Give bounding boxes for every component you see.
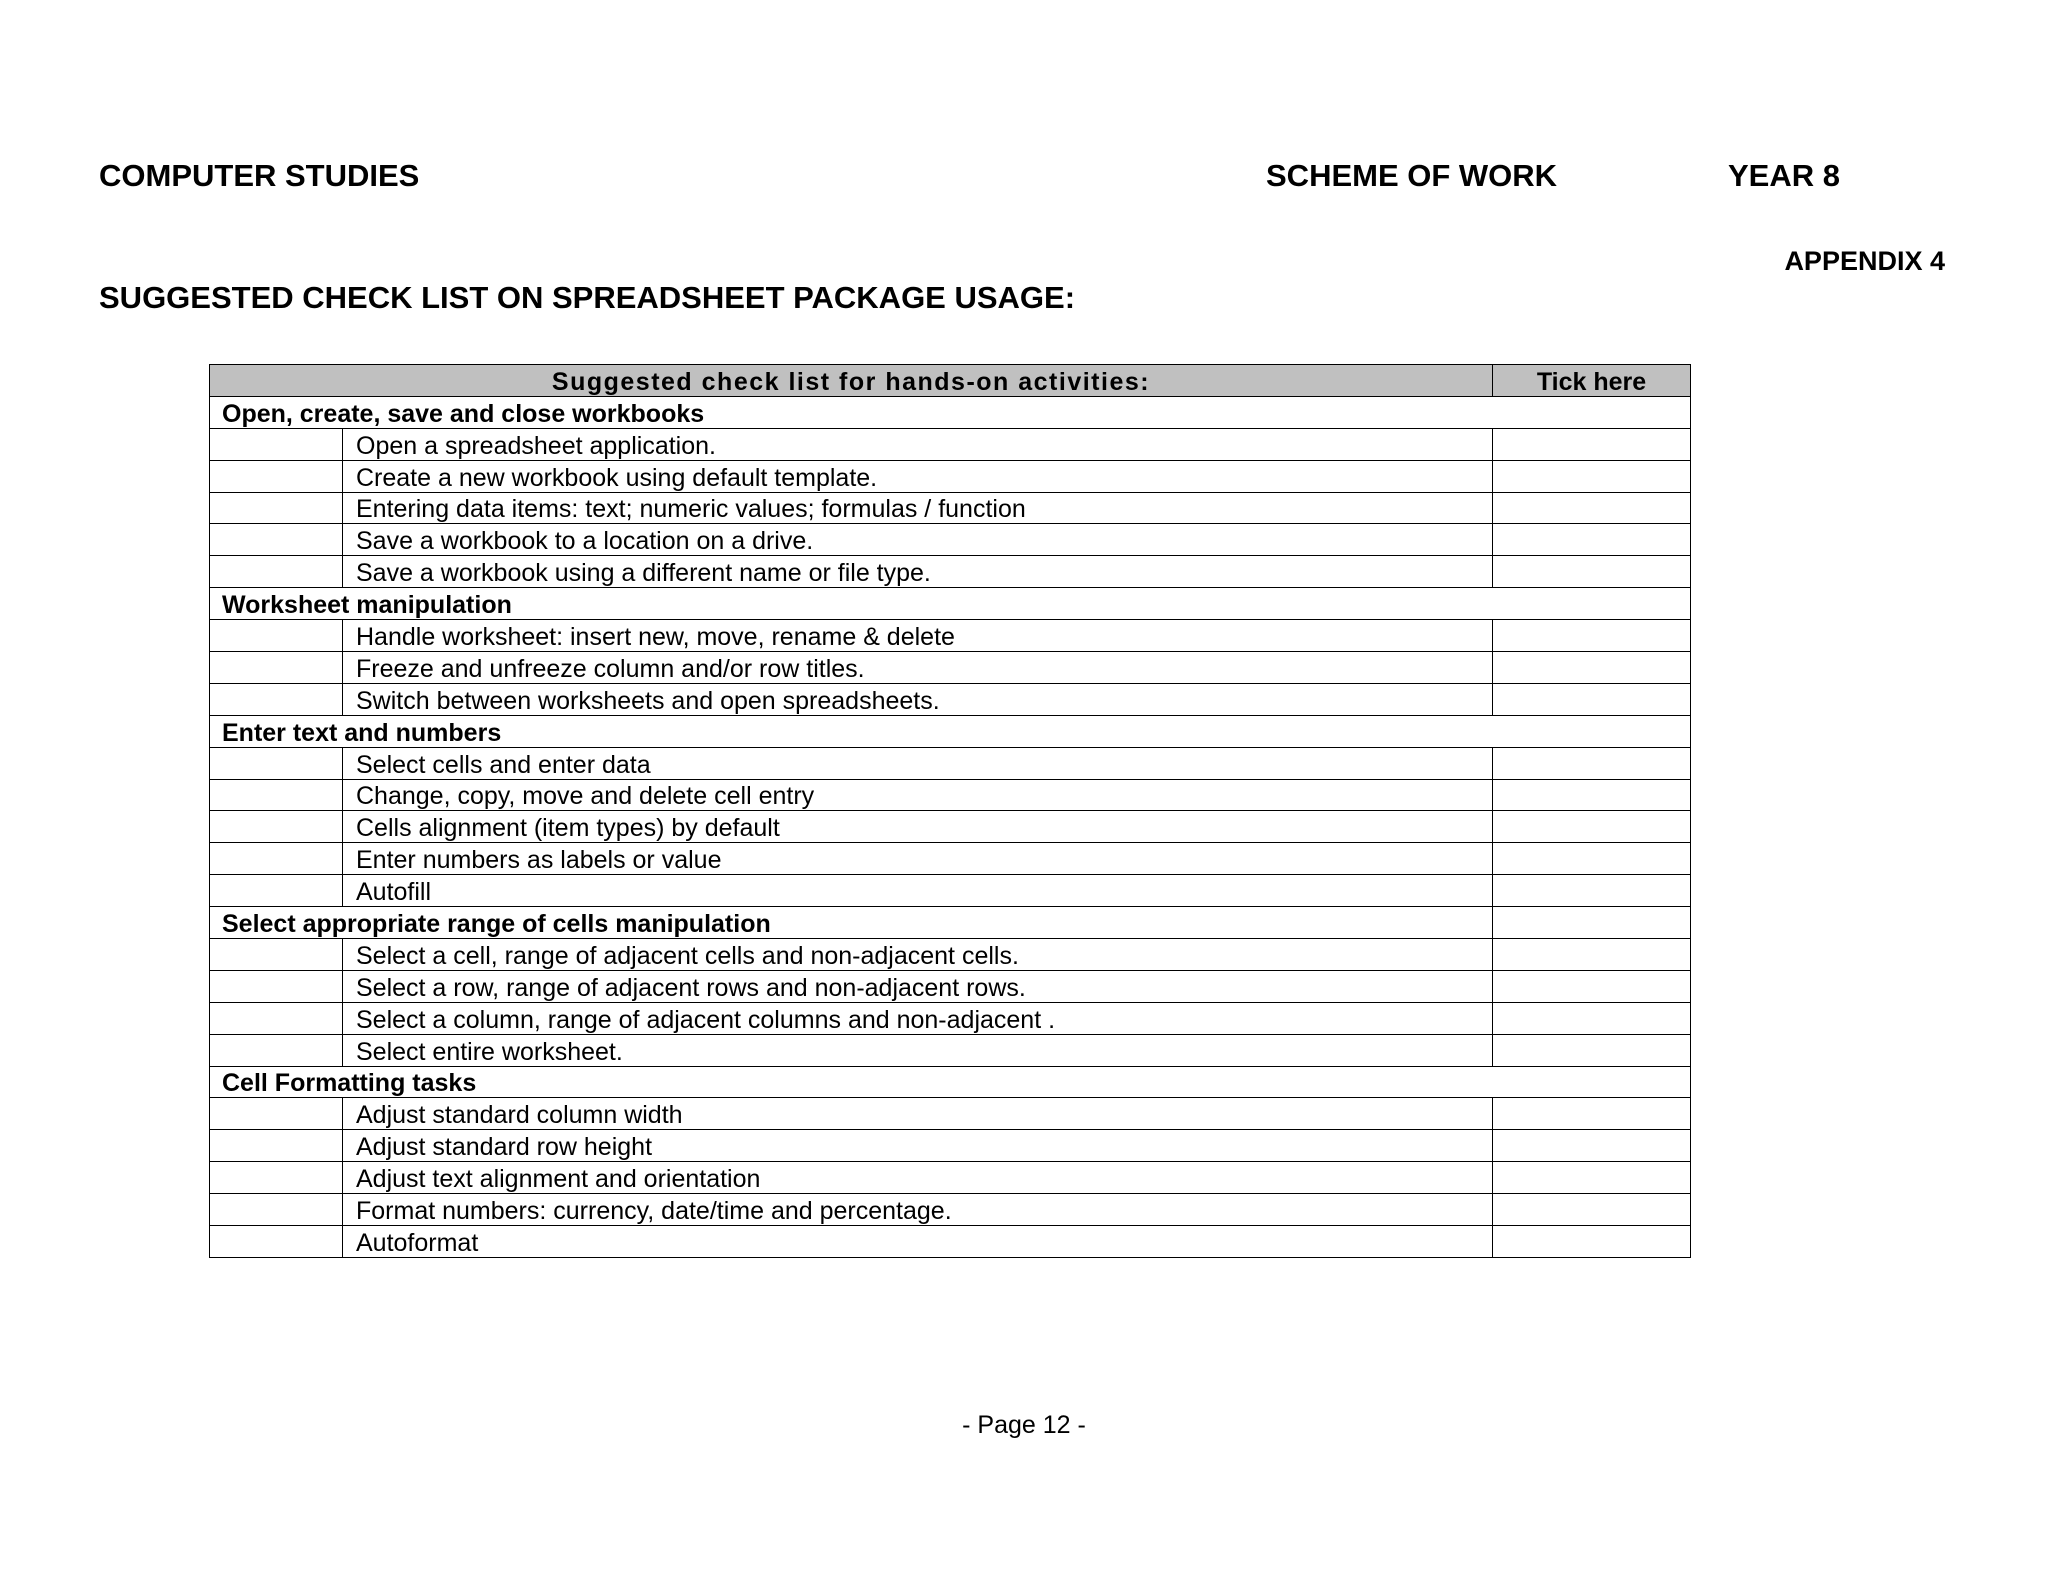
- checklist-item: Adjust text alignment and orientation: [343, 1162, 1493, 1194]
- tick-cell[interactable]: [1493, 492, 1691, 524]
- indent-cell: [210, 652, 343, 684]
- tick-cell[interactable]: [1493, 652, 1691, 684]
- section-row: [210, 715, 1691, 747]
- tick-cell[interactable]: [1493, 1130, 1691, 1162]
- checklist-row: [210, 939, 1691, 971]
- section-row: [210, 396, 1691, 428]
- tick-cell[interactable]: [1493, 428, 1691, 460]
- indent-cell: [210, 492, 343, 524]
- checklist-row: [210, 1162, 1691, 1194]
- tick-cell[interactable]: [1493, 1002, 1691, 1034]
- checklist-item: Create a new workbook using default template.: [343, 460, 1493, 492]
- section-heading: Enter text and numbers: [210, 715, 1691, 747]
- checklist-item: Adjust standard row height: [343, 1130, 1493, 1162]
- checklist-item: Handle worksheet: insert new, move, rename & delete: [343, 620, 1493, 652]
- activities-column-header: Suggested check list for hands-on activities:: [210, 365, 1493, 397]
- section-heading: Cell Formatting tasks: [210, 1066, 1691, 1098]
- checklist-item: Select a row, range of adjacent rows and non-adjacent rows.: [343, 970, 1493, 1002]
- checklist-item: Cells alignment (item types) by default: [343, 811, 1493, 843]
- checklist-row: [210, 1130, 1691, 1162]
- table-header-row: [210, 365, 1691, 397]
- tick-cell[interactable]: [1493, 1034, 1691, 1066]
- indent-cell: [210, 683, 343, 715]
- indent-cell: [210, 875, 343, 907]
- checklist-table: [209, 364, 1691, 1258]
- indent-cell: [210, 428, 343, 460]
- checklist-item: Adjust standard column width: [343, 1098, 1493, 1130]
- checklist-item: Open a spreadsheet application.: [343, 428, 1493, 460]
- checklist-row: [210, 747, 1691, 779]
- tick-cell[interactable]: [1493, 939, 1691, 971]
- section-row: [210, 588, 1691, 620]
- checklist-row: [210, 492, 1691, 524]
- checklist-row: [210, 428, 1691, 460]
- section-heading: Select appropriate range of cells manipulation: [210, 907, 1493, 939]
- indent-cell: [210, 939, 343, 971]
- checklist-item: Select entire worksheet.: [343, 1034, 1493, 1066]
- indent-cell: [210, 779, 343, 811]
- tick-cell[interactable]: [1493, 524, 1691, 556]
- checklist-row: [210, 875, 1691, 907]
- course-subject: COMPUTER STUDIES: [99, 158, 420, 193]
- section-row: [210, 1066, 1691, 1098]
- tick-cell[interactable]: [1493, 1098, 1691, 1130]
- indent-cell: [210, 524, 343, 556]
- checklist-item: Autoformat: [343, 1226, 1493, 1258]
- checklist-item: Format numbers: currency, date/time and percentage.: [343, 1194, 1493, 1226]
- checklist-item: Enter numbers as labels or value: [343, 843, 1493, 875]
- checklist-row: [210, 652, 1691, 684]
- checklist-row: [210, 1226, 1691, 1258]
- indent-cell: [210, 1130, 343, 1162]
- checklist-row: [210, 811, 1691, 843]
- checklist-row: [210, 843, 1691, 875]
- tick-cell[interactable]: [1493, 620, 1691, 652]
- indent-cell: [210, 1098, 343, 1130]
- checklist-item: Switch between worksheets and open spreadsheets.: [343, 683, 1493, 715]
- indent-cell: [210, 970, 343, 1002]
- tick-cell[interactable]: [1493, 811, 1691, 843]
- checklist-item: Change, copy, move and delete cell entry: [343, 779, 1493, 811]
- tick-cell[interactable]: [1493, 460, 1691, 492]
- checklist-item: Save a workbook using a different name or file type.: [343, 556, 1493, 588]
- indent-cell: [210, 556, 343, 588]
- page-number: - Page 12 -: [962, 1411, 1086, 1439]
- tick-cell[interactable]: [1493, 1194, 1691, 1226]
- tick-cell[interactable]: [1493, 556, 1691, 588]
- year-level: YEAR 8: [1728, 158, 1840, 193]
- checklist-row: [210, 683, 1691, 715]
- checklist-item: Save a workbook to a location on a drive.: [343, 524, 1493, 556]
- checklist-item: Entering data items: text; numeric values; formulas / function: [343, 492, 1493, 524]
- tick-cell[interactable]: [1493, 747, 1691, 779]
- checklist-row: [210, 779, 1691, 811]
- indent-cell: [210, 1162, 343, 1194]
- indent-cell: [210, 811, 343, 843]
- tick-cell[interactable]: [1493, 683, 1691, 715]
- tick-cell[interactable]: [1493, 779, 1691, 811]
- page-title: SUGGESTED CHECK LIST ON SPREADSHEET PACKAGE USAGE:: [99, 280, 1076, 315]
- tick-cell[interactable]: [1493, 1226, 1691, 1258]
- appendix-label: APPENDIX 4: [1784, 246, 1945, 276]
- checklist-row: [210, 1002, 1691, 1034]
- indent-cell: [210, 1194, 343, 1226]
- tick-cell[interactable]: [1493, 907, 1691, 939]
- indent-cell: [210, 1226, 343, 1258]
- checklist-row: [210, 556, 1691, 588]
- tick-cell[interactable]: [1493, 970, 1691, 1002]
- indent-cell: [210, 843, 343, 875]
- indent-cell: [210, 1034, 343, 1066]
- checklist-item: Select a column, range of adjacent columns and non-adjacent .: [343, 1002, 1493, 1034]
- section-heading: Worksheet manipulation: [210, 588, 1691, 620]
- checklist-row: [210, 620, 1691, 652]
- checklist-row: [210, 460, 1691, 492]
- checklist-item: Freeze and unfreeze column and/or row titles.: [343, 652, 1493, 684]
- checklist-item: Autofill: [343, 875, 1493, 907]
- tick-cell[interactable]: [1493, 843, 1691, 875]
- indent-cell: [210, 1002, 343, 1034]
- section-row: [210, 907, 1691, 939]
- checklist-row: [210, 1098, 1691, 1130]
- checklist-body: [210, 396, 1691, 1257]
- document-type: SCHEME OF WORK: [1266, 158, 1558, 193]
- checklist-item: Select cells and enter data: [343, 747, 1493, 779]
- checklist-row: [210, 970, 1691, 1002]
- checklist-row: [210, 1034, 1691, 1066]
- indent-cell: [210, 460, 343, 492]
- tick-cell[interactable]: [1493, 875, 1691, 907]
- tick-column-header: Tick here: [1493, 365, 1691, 397]
- tick-cell[interactable]: [1493, 1162, 1691, 1194]
- indent-cell: [210, 747, 343, 779]
- indent-cell: [210, 620, 343, 652]
- checklist-row: [210, 1194, 1691, 1226]
- checklist-row: [210, 524, 1691, 556]
- checklist-item: Select a cell, range of adjacent cells and non-adjacent cells.: [343, 939, 1493, 971]
- section-heading: Open, create, save and close workbooks: [210, 396, 1691, 428]
